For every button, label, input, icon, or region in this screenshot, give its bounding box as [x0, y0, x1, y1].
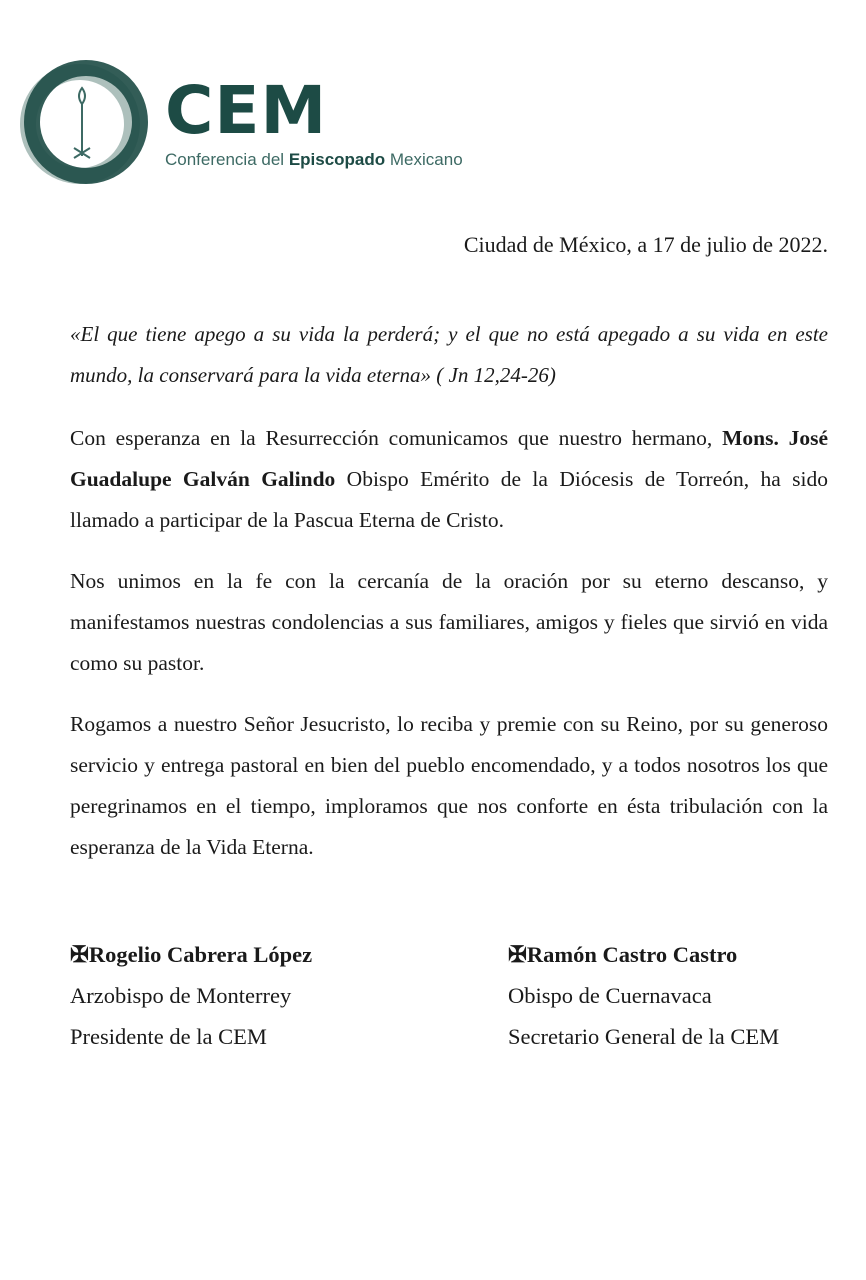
- cross-icon: ✠: [508, 942, 527, 967]
- prayer-paragraph: Rogamos a nuestro Señor Jesucristo, lo reciba y premie con su Reino, por su generoso servicio y entrega pastoral en bien del pueblo encomendado, y a todos nosotros los que peregrinamos en el tiempo, imploramos que nos conforte en ésta tribulación con la esperanza de la Vida Eterna.: [70, 712, 828, 859]
- deceased-name: Mons. José Guadalupe Galván Galindo: [70, 426, 828, 491]
- cem-logo-emblem: [16, 60, 156, 192]
- letter-date: Ciudad de México, a 17 de julio de 2022.: [463, 232, 828, 257]
- signatures: [70, 934, 828, 1074]
- subtitle-post: Mexicano: [385, 150, 463, 169]
- signatory-title: Obispo de Cuernavaca: [508, 983, 712, 1008]
- letter-body: [70, 314, 828, 888]
- p1-post: Obispo Emérito de la Diócesis de Torreón, ha sido llamado a participar de la Pascua Eterna de Cristo.: [70, 467, 828, 532]
- signature-secretary: [508, 934, 779, 1057]
- p1-pre: Con esperanza en la Resurrección comunicamos que nuestro hermano,: [70, 426, 723, 450]
- signatory-name-text: Ramón Castro Castro: [526, 942, 738, 967]
- signatory-name: [508, 934, 779, 975]
- condolence-paragraph: Nos unimos en la fe con la cercanía de la oración por su eterno descanso, y manifestamos nuestras condolencias a sus familiares, amigos y fieles que sirvió en vida como su pastor.: [70, 569, 828, 675]
- signatory-role: Secretario General de la CEM: [508, 1024, 780, 1049]
- bible-quote: «El que tiene apego a su vida la perderá; y el que no está apegado a su vida en este mundo, la conservará para la vida eterna» ( Jn 12,24-26): [70, 322, 828, 387]
- subtitle-bold: Episcopado: [288, 150, 386, 169]
- signature-president: [70, 934, 312, 1057]
- announcement-paragraph: [70, 418, 828, 541]
- brand-name: CEM: [165, 72, 328, 149]
- subtitle-pre: Conferencia del: [165, 150, 289, 169]
- signatory-title: Arzobispo de Monterrey: [70, 983, 292, 1008]
- signatory-name-text: Rogelio Cabrera López: [88, 942, 313, 967]
- brand-subtitle: [165, 150, 463, 170]
- brand-block: [165, 72, 463, 170]
- signatory-role: Presidente de la CEM: [70, 1024, 267, 1049]
- cross-icon: ✠: [70, 942, 89, 967]
- signatory-name: [70, 934, 312, 975]
